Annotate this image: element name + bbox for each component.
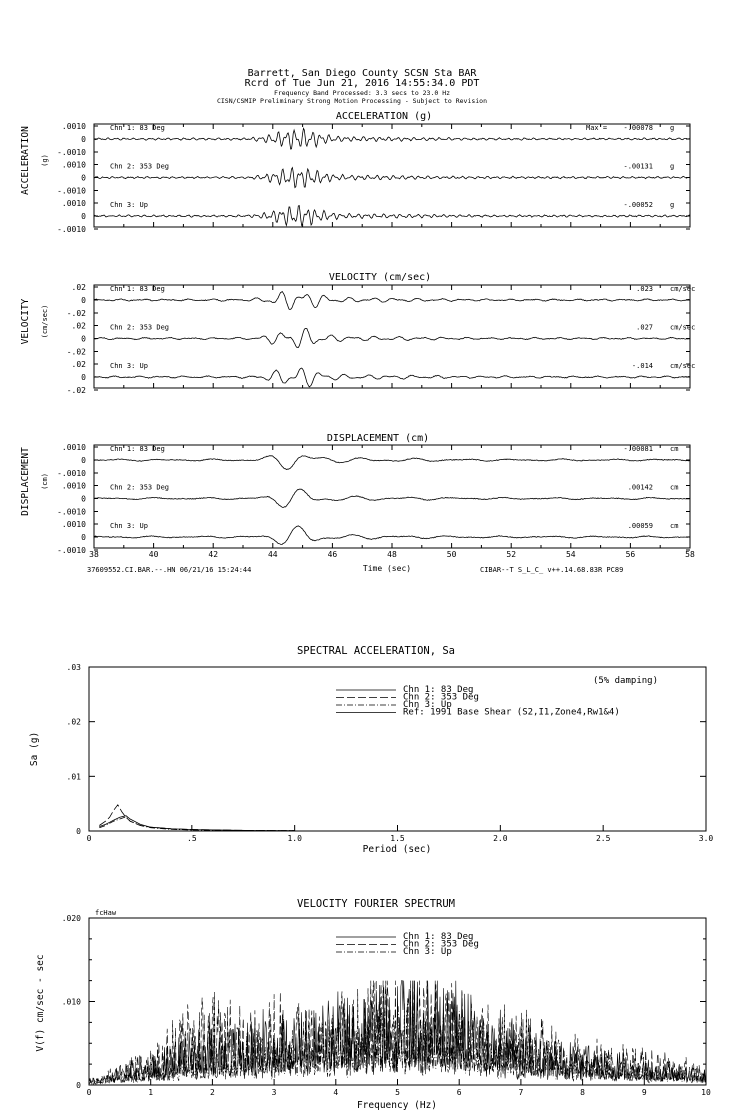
channel-name: Chn 2: 353 Deg [110,483,170,492]
peak-value: -.014 [631,362,653,370]
channel-name: Chn 1: 83 Deg [110,285,165,293]
peak-unit: cm [670,445,679,453]
y-tick-label: -.02 [66,386,86,395]
sa-x-tick-label: 1.5 [390,834,405,843]
channel-name: Chn 2: 353 Deg [110,162,170,171]
panel-title: ACCELERATION (g) [335,111,433,122]
time-tick-label: 42 [208,550,219,559]
y-tick-label: .0010 [61,122,86,131]
time-series-panels [20,111,695,555]
y-tick-label: 0 [81,456,86,465]
sa-legend-label: Ref: 1991 Base Shear (S2,I1,Zone4,Rw1&4) [403,707,620,718]
vf-x-tick-label: 2 [209,1088,215,1097]
sa-x-tick-label: 2.0 [493,834,508,843]
peak-value: .027 [636,323,653,332]
vf-x-label: Frequency (Hz) [356,1100,438,1111]
time-tick-label: 54 [565,550,576,559]
footer-left-text: 37609552.CI.BAR.--.HN 06/21/16 15:24:44 [87,566,252,574]
y-tick-label: -.0010 [57,186,86,196]
vf-x-tick-label: 4 [333,1088,339,1097]
sa-x-tick-label: 0 [86,834,92,843]
time-tick-label: 56 [625,550,636,559]
time-tick-label: 44 [267,550,278,559]
sa-title: SPECTRAL ACCELERATION, Sa [296,645,456,657]
y-tick-label: -.0010 [57,546,86,555]
channel-trace-group [67,360,696,395]
peak-value: .00142 [627,483,653,492]
y-tick-label: .0010 [61,443,86,452]
channel-trace-group [57,482,690,517]
y-tick-label: .0010 [61,481,86,491]
y-tick-label: 0 [81,373,86,382]
peak-unit: g [670,124,675,132]
vf-x-tick-label: 10 [701,1088,711,1097]
channel-trace [94,489,690,507]
vf-y-tick-label: .020 [61,914,81,923]
panel-y-label: VELOCITY [20,298,31,345]
sa-legend-label: Chn 1: 83 Deg [403,685,474,695]
channel-trace [94,526,690,545]
peak-unit: g [670,201,675,209]
header-line-2: Rcrd of Tue Jun 21, 2016 14:55:34.0 PDT [244,78,480,89]
vf-x-tick-label: 6 [456,1088,462,1097]
y-tick-label: 0 [81,173,86,183]
panel-title: VELOCITY (cm/sec) [328,272,432,283]
peak-unit: cm [670,483,679,492]
header-line-1: Barrett, San Diego County SCSN Sta BAR [247,68,477,79]
peak-unit: cm [670,522,679,530]
sa-x-tick-label: .5 [187,834,197,843]
channel-trace-group [67,322,696,357]
spectral-acceleration-chart [29,645,713,855]
y-tick-label: -.02 [66,309,86,318]
vf-x-tick-label: 7 [518,1088,524,1097]
header-line-3: Frequency Band Processed: 3.3 secs to 23.0 Hz [273,89,451,97]
y-tick-label: .0010 [61,160,86,170]
y-tick-label: .02 [71,360,86,369]
sa-legend-label: Chn 2: 353 Deg [403,692,479,703]
peak-value: -.00052 [623,201,653,209]
sa-x-label: Period (sec) [362,844,432,855]
vf-y-tick-label: .010 [61,997,81,1007]
sa-x-tick-label: 3.0 [698,834,714,843]
vf-legend-label: Chn 3: Up [403,947,452,957]
vf-x-tick-label: 0 [86,1088,92,1097]
peak-unit: cm/sec [670,323,696,332]
panel-title: DISPLACEMENT (cm) [326,433,430,444]
max-label: Max = [586,124,608,132]
time-tick-label: 58 [685,550,695,559]
channel-trace-group [57,443,690,478]
sa-legend-label: Chn 3: Up [403,700,452,710]
y-tick-label: 0 [81,334,86,344]
sa-damping-note: (5% damping) [592,676,658,686]
sa-series-line [99,817,294,831]
panel-y-unit: (g) [41,154,49,167]
y-tick-label: 0 [81,494,86,504]
channel-trace-group [67,283,696,318]
peak-value: -.00131 [623,162,653,171]
y-tick-label: 0 [81,135,86,144]
channel-trace [94,456,690,470]
sa-x-tick-label: 2.5 [595,834,611,843]
vf-y-label: V(f) cm/sec - sec [35,954,46,1052]
vf-note: fcHaw [95,909,117,917]
sa-y-tick-label: .03 [66,663,81,672]
y-tick-label: -.02 [66,347,86,357]
panel-y-label: DISPLACEMENT [20,447,31,516]
vf-x-tick-label: 1 [148,1088,154,1097]
channel-trace [94,168,690,188]
time-tick-label: 50 [446,550,457,559]
panel-y-unit: (cm) [41,473,49,490]
velocity-fourier-chart [35,898,711,1111]
channel-name: Chn 1: 83 Deg [110,124,165,132]
vf-x-tick-label: 5 [395,1088,400,1097]
channel-name: Chn 3: Up [110,201,148,209]
sa-y-label: Sa (g) [29,731,40,767]
y-tick-label: 0 [81,212,86,221]
vf-legend-label: Chn 1: 83 Deg [403,932,474,942]
header-line-4: CISN/CSMIP Preliminary Strong Motion Processing - Subject to Revision [216,97,488,105]
sa-legend [336,685,620,718]
y-tick-label: .0010 [61,520,86,529]
time-tick-label: 52 [506,550,517,559]
vf-title: VELOCITY FOURIER SPECTRUM [296,898,456,910]
peak-value: .023 [636,285,653,293]
y-tick-label: 0 [81,533,86,542]
vf-series [89,981,706,1085]
sa-series-line [99,816,294,831]
y-tick-label: -.0010 [57,507,86,517]
peak-value: -.00078 [623,124,653,132]
channel-name: Chn 1: 83 Deg [110,445,165,453]
y-tick-label: -.0010 [57,469,86,478]
channel-trace [94,328,690,347]
time-tick-label: 38 [89,550,99,559]
channel-trace-group [57,122,690,157]
channel-trace-group [57,161,690,196]
channel-name: Chn 3: Up [110,522,148,530]
channel-name: Chn 3: Up [110,362,148,370]
peak-unit: g [670,162,675,171]
vf-x-tick-label: 8 [580,1088,586,1097]
y-tick-label: .02 [71,321,86,331]
time-tick-label: 48 [387,550,397,559]
peak-unit: cm/sec [670,362,696,370]
sa-y-tick-label: 0 [76,827,81,836]
y-tick-label: .0010 [61,199,86,208]
sa-x-tick-label: 1.0 [287,834,302,843]
y-tick-label: -.0010 [57,225,86,234]
footer-right-text: CIBAR--T S_L_C_ v++.14.68.83R PC89 [480,566,624,574]
sa-frame [89,667,706,831]
vf-legend [336,932,479,957]
y-tick-label: .02 [71,283,86,292]
channel-trace [94,292,690,310]
peak-unit: cm/sec [670,285,696,293]
panel-displacement [20,433,690,555]
channel-trace-group [57,199,690,234]
vf-x-tick-label: 3 [271,1088,277,1097]
time-axis [89,550,695,559]
time-axis-label: Time (sec) [362,564,412,573]
panel-acceleration [20,111,690,234]
peak-value: .00059 [627,522,653,530]
y-tick-label: 0 [81,296,86,305]
y-tick-label: -.0010 [57,148,86,157]
time-tick-label: 46 [327,550,338,559]
panel-y-label: ACCELERATION [20,126,31,195]
panel-frame [94,124,690,227]
sa-y-tick-label: .02 [66,717,81,727]
vf-x-tick-label: 9 [641,1088,647,1097]
peak-value: -.00081 [623,445,653,453]
panel-velocity [20,272,695,395]
channel-name: Chn 2: 353 Deg [110,323,170,332]
panel-y-unit: (cm/sec) [41,304,49,339]
sa-y-tick-label: .01 [66,772,81,782]
vf-y-tick-label: 0 [76,1081,81,1090]
time-tick-label: 40 [148,550,159,559]
sa-series [99,805,294,831]
vf-legend-label: Chn 2: 353 Deg [403,939,479,950]
